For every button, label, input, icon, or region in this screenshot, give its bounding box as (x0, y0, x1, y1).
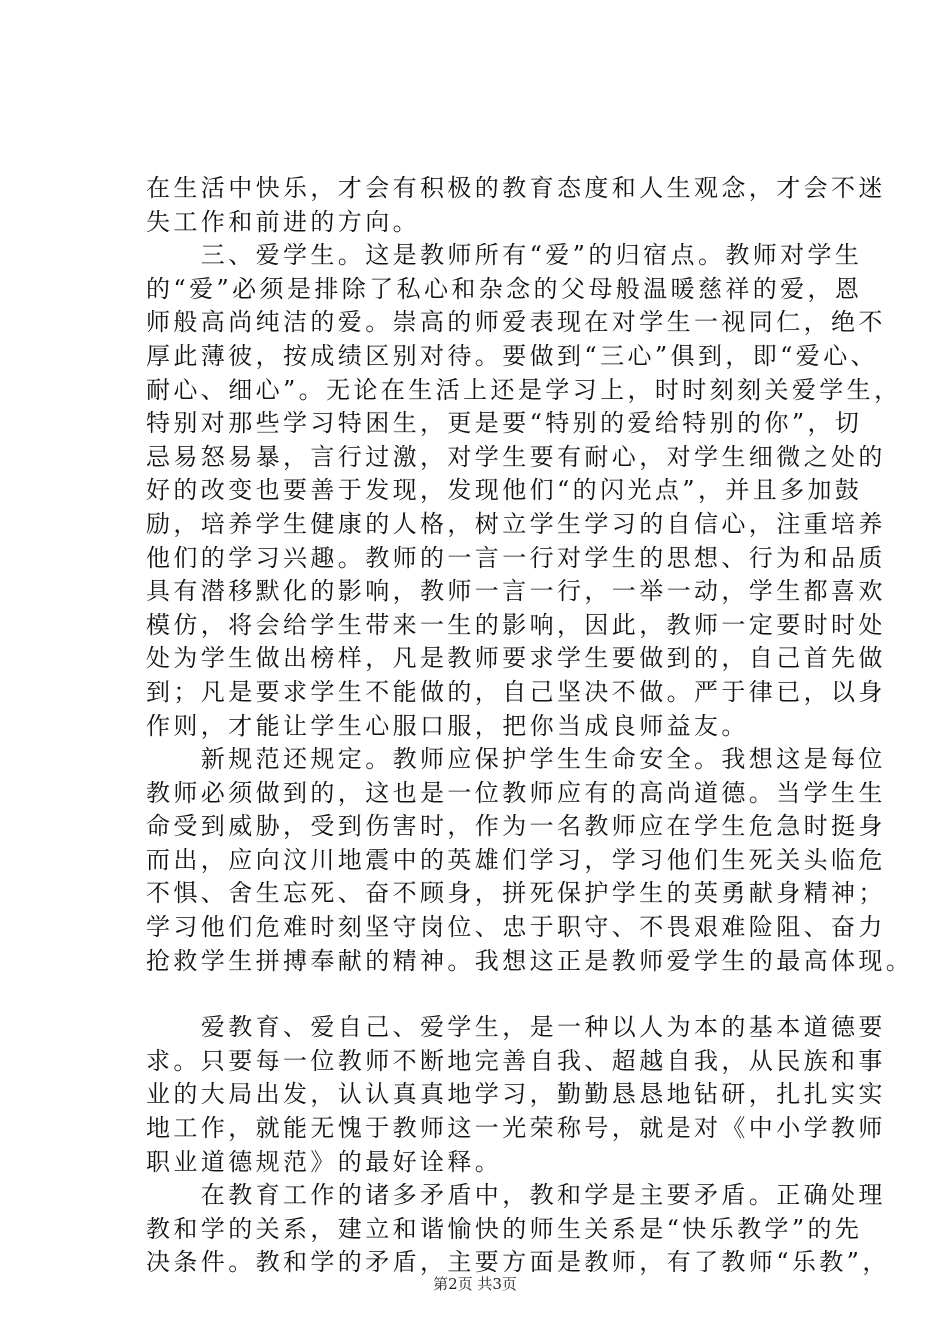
text-line: 抢救学生拼搏奉献的精神。我想这正是教师爱学生的最高体现。 (146, 946, 914, 975)
text-line: 命受到威胁，受到伤害时，作为一名教师应在学生危急时挺身 (146, 812, 886, 841)
text-line: 业的大局出发，认认真真地学习，勤勤恳恳地钻研，扎扎实实 (146, 1080, 886, 1109)
text-line: 在教育工作的诸多矛盾中，教和学是主要矛盾。正确处理 (146, 1181, 886, 1210)
text-line: 好的改变也要善于发现，发现他们“的闪光点”，并且多加鼓 (146, 476, 863, 505)
text-line: 教和学的关系，建立和谐愉快的师生关系是“快乐教学”的先 (146, 1214, 863, 1243)
text-line: 厚此薄彼，按成绩区别对待。要做到“三心”俱到，即“爱心、 (146, 341, 879, 370)
text-block-1 (146, 172, 914, 978)
text-line: 师般高尚纯洁的爱。崇高的师爱表现在对学生一视同仁，绝不 (146, 308, 886, 337)
page-footer (0, 1274, 950, 1294)
text-line: 不惧、舍生忘死、奋不顾身，拼死保护学生的英勇献身精神； (146, 879, 886, 908)
text-line: 爱教育、爱自己、爱学生，是一种以人为本的基本道德要 (146, 1013, 886, 1042)
text-line: 处为学生做出榜样，凡是教师要求学生要做到的，自己首先做 (146, 644, 886, 673)
text-line: 决条件。教和学的矛盾，主要方面是教师，有了教师“乐教”， (146, 1248, 890, 1277)
text-line: 教师必须做到的，这也是一位教师应有的高尚道德。当学生生 (146, 778, 886, 807)
text-line: 作则，才能让学生心服口服，把你当成良师益友。 (146, 711, 749, 740)
text-line: 学习他们危难时刻坚守岗位、忠于职守、不畏艰难险阻、奋力 (146, 913, 886, 942)
text-line: 模仿，将会给学生带来一生的影响，因此，教师一定要时时处 (146, 610, 886, 639)
text-line: 而出，应向汶川地震中的英雄们学习，学习他们生死关头临危 (146, 845, 886, 874)
text-line: 耐心、细心”。无论在生活上还是学习上，时时刻刻关爱学生， (146, 375, 902, 404)
text-line: 在生活中快乐，才会有积极的教育态度和人生观念，才会不迷 (146, 174, 886, 202)
page-number-label: 第2页 共3页 (433, 1275, 517, 1293)
text-line: 新规范还规定。教师应保护学生生命安全。我想这是每位 (146, 745, 886, 774)
text-line: 地工作，就能无愧于教师这一光荣称号，就是对《中小学教师 (146, 1114, 886, 1143)
paragraph-gap (146, 978, 846, 1011)
text-line: 到；凡是要求学生不能做的，自己坚决不做。严于律已，以身 (146, 677, 886, 706)
text-line: 求。只要每一位教师不断地完善自我、超越自我，从民族和事 (146, 1046, 886, 1075)
text-line: 忌易怒易暴，言行过激，对学生要有耐心，对学生细微之处的 (146, 442, 886, 471)
text-line: 具有潜移默化的影响，教师一言一行，一举一动，学生都喜欢 (146, 577, 886, 606)
text-line: 他们的学习兴趣。教师的一言一行对学生的思想、行为和品质 (146, 543, 886, 572)
text-block-2 (146, 1011, 890, 1280)
text-line: 的“爱”必须是排除了私心和杂念的父母般温暖慈祥的爱，恩 (146, 274, 863, 303)
text-line: 失工作和前进的方向。 (146, 207, 420, 236)
document-body (146, 172, 914, 1280)
text-line: 职业道德规范》的最好诠释。 (146, 1147, 503, 1176)
text-line: 特别对那些学习特困生，更是要“特别的爱给特别的你”，切 (146, 409, 863, 438)
text-line: 励，培养学生健康的人格，树立学生学习的自信心，注重培养 (146, 509, 886, 538)
text-line: 三、爱学生。这是教师所有“爱”的归宿点。教师对学生 (146, 241, 863, 270)
